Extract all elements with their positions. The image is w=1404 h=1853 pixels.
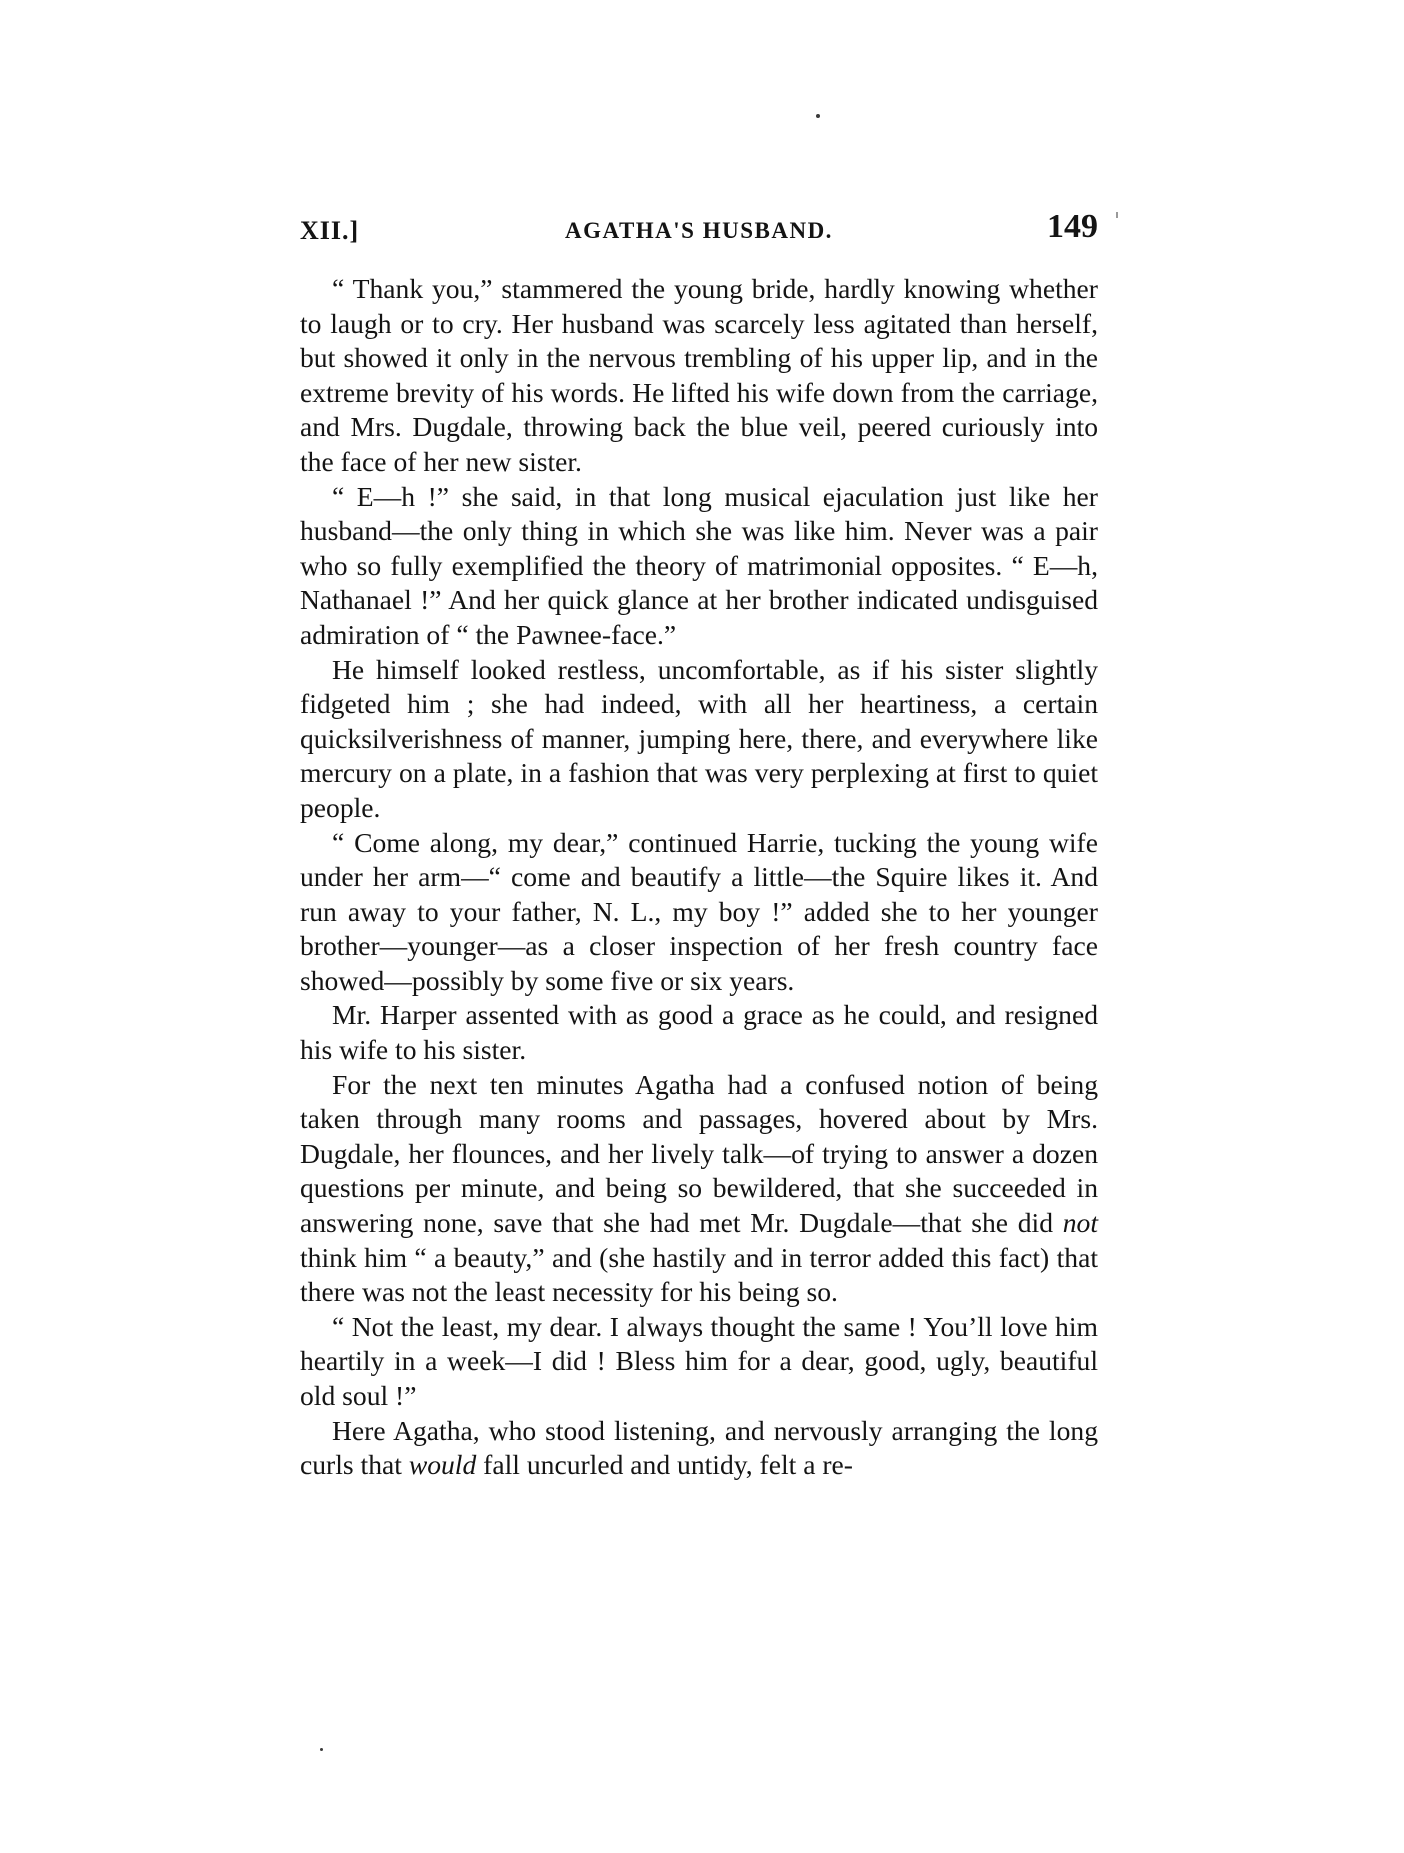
paragraph	[300, 653, 1098, 826]
body-text	[300, 272, 1098, 1483]
page-number: 149	[1047, 208, 1098, 245]
italic-emphasis: not	[1062, 1207, 1098, 1239]
text-run: fall uncurled and untidy, felt a re-	[476, 1449, 853, 1481]
text-run: “ E—h !” she said, in that long musical ejaculation just like her husband—the only thing in which she was like him. Never was a pair who so fully exemplified the theory of matrimonial opposites. “ E—h, Nathanael !” And her quick glance at her brother indicated undisguised admiration of “ the Pawnee-face.”	[300, 480, 1098, 650]
italic-emphasis: would	[408, 1449, 477, 1481]
text-run: For the next ten minutes Agatha had a confused notion of being taken through many rooms and passages, hovered about by Mrs. Dugdale, her flounces, and her lively talk—of trying to answer a dozen questions per minute, and being so bewildered, that she succeeded in answering none, save that she had met Mr. Dugdale—that she did	[300, 1068, 1098, 1239]
paragraph	[300, 1068, 1098, 1310]
paragraph	[300, 480, 1098, 653]
paragraph	[300, 272, 1098, 480]
paragraph	[300, 826, 1098, 999]
text-run: “ Thank you,” stammered the young bride, hardly knowing whether to laugh or to cry. Her husband was scarcely less agitated than herself, but showed it only in the nervous trembling of his upper lip, and in the extreme brevity of his words. He lifted his wife down from the carriage, and Mrs. Dugdale, throwing back the blue veil, peered curiously into the face of her new sister.	[300, 273, 1098, 477]
text-run: “ Not the least, my dear. I always thought the same ! You’ll love him heartily in a week—I did ! Bless him for a dear, good, ugly, beautiful old soul !”	[300, 1310, 1098, 1411]
text-run: Mr. Harper assented with as good a grace as he could, and resigned his wife to his sister.	[300, 999, 1098, 1066]
book-title: AGATHA'S HUSBAND.	[565, 218, 833, 243]
text-run: “ Come along, my dear,” continued Harrie, tucking the young wife under her arm—“ come and beautify a little—the Squire likes it. And run away to your father, N. L., my boy !” added she to her younger brother—younger—as a closer inspection of her fresh country face showed—possibly by some five or six years.	[300, 826, 1098, 996]
text-run: think him “ a beauty,” and (she hastily and in terror added this fact) that there was not the least necessity for his being so.	[300, 1241, 1098, 1308]
paragraph	[300, 1414, 1098, 1483]
paragraph	[300, 1310, 1098, 1414]
scan-speck	[320, 1748, 323, 1751]
chapter-marker: XII.]	[300, 216, 360, 245]
paragraph	[300, 998, 1098, 1067]
scan-speck	[816, 114, 820, 118]
text-run: He himself looked restless, uncomfortable, as if his sister slightly fidgeted him ; she had indeed, with all her heartiness, a certain quicksilverishness of manner, jumping here, there, and everywhere like mercury on a plate, in a fashion that was very perplexing at first to quiet people.	[300, 653, 1098, 823]
text-run: Here Agatha, who stood listening, and nervously arranging the long curls that	[300, 1414, 1098, 1481]
running-head	[300, 208, 1098, 258]
scan-edge-mark	[1116, 212, 1118, 218]
